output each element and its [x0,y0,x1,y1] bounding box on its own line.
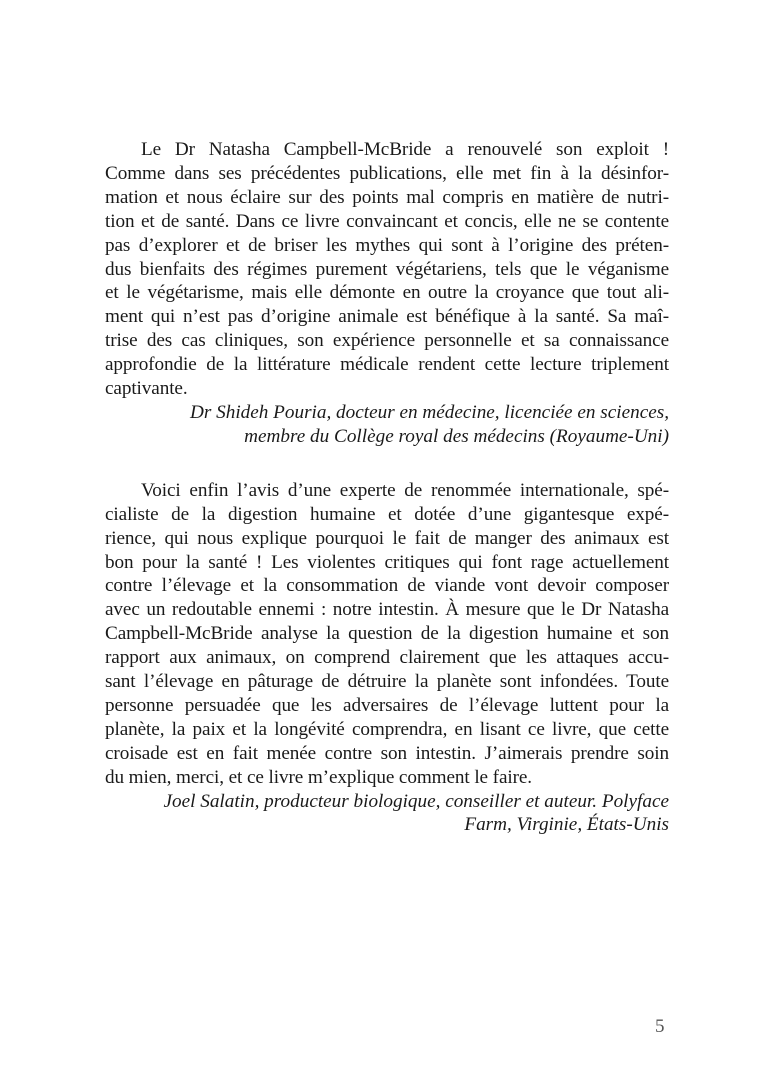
text-line: approfondie de la littérature médicale rendent cette lecture triplement [105,354,669,376]
text-line: Comme dans ses précédentes publications, elle met fin à la désinfor- [105,162,669,184]
testimonial-1-body [105,138,669,401]
attribution-line: Dr Shideh Pouria, docteur en médecine, licenciée en sciences, [190,401,669,423]
text-line: personne persuadée que les adversaires de l’élevage luttent pour la [105,694,669,716]
testimonial-2-attribution [105,790,669,838]
text-line: Campbell-McBride analyse la question de la digestion humaine et son [105,623,669,645]
text-line: bon pour la santé ! Les violentes critiques qui font rage actuellement [105,551,669,573]
text-line: mation et nous éclaire sur des points mal compris en matière de nutri- [105,186,669,208]
text-line: dus bienfaits des régimes purement végétariens, tels que le véganisme [105,258,669,280]
text-line: tion et de santé. Dans ce livre convaincant et concis, elle ne se contente [105,210,669,232]
text-line: ment qui n’est pas d’origine animale est bénéfique à la santé. Sa maî- [105,306,669,328]
text-line: contre l’élevage et la consommation de viande vont devoir composer [105,575,669,597]
text-line: cialiste de la digestion humaine et dotée d’une gigantesque expé- [105,503,669,525]
text-line: captivante. [105,378,188,400]
paragraph-gap [105,449,669,479]
page-number: 5 [655,1016,665,1037]
text-line: rience, qui nous explique pourquoi le fait de manger des animaux est [105,527,669,549]
text-line: trise des cas cliniques, son expérience personnelle et sa connaissance [105,330,669,352]
testimonial-2-body [105,479,669,790]
page-content [105,138,669,837]
attribution-line: Joel Salatin, producteur biologique, conseiller et auteur. Polyface [163,790,669,812]
testimonial-1-attribution [105,401,669,449]
text-line: croisade est en fait menée contre son intestin. J’aimerais prendre soin [105,742,669,764]
text-line: sant l’élevage en pâturage de détruire la planète sont infondées. Toute [105,671,669,693]
text-line: du mien, merci, et ce livre m’explique comment le faire. [105,766,533,788]
text-line: pas d’explorer et de briser les mythes qui sont à l’origine des préten- [105,234,669,256]
text-line: Le Dr Natasha Campbell-McBride a renouvelé son exploit ! [141,139,669,160]
text-line: avec un redoutable ennemi : notre intestin. À mesure que le Dr Natasha [105,599,669,621]
text-line: et le végétarisme, mais elle démonte en outre la croyance que tout ali- [105,282,669,304]
text-line: planète, la paix et la longévité comprendra, en lisant ce livre, que cette [105,718,669,740]
attribution-line: Farm, Virginie, États-Unis [464,814,669,836]
text-line: rapport aux animaux, on comprend clairement que les attaques accu- [105,647,669,669]
text-line: Voici enfin l’avis d’une experte de renommée internationale, spé- [141,479,669,501]
attribution-line: membre du Collège royal des médecins (Royaume-Uni) [244,425,669,447]
